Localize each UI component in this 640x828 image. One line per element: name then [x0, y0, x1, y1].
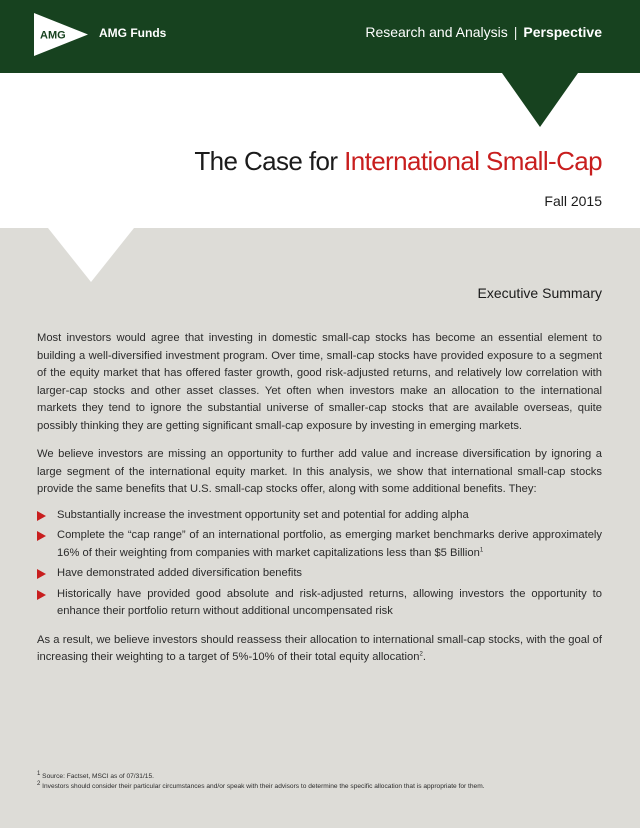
category-label: Perspective: [523, 24, 602, 40]
body-content: [37, 330, 602, 678]
paragraph-3: As a result, we believe investors should reassess their allocation to international small-cap stocks, with the goal of increasing their weighting to a target of 5%-10% of their total equity allocation$^2$.: [37, 633, 602, 663]
footnote-1: $^1$ Source: Factset, MSCI as of 07/31/15.: [37, 770, 154, 780]
list-item: Complete the “cap range” of an international portfolio, as emerging market benchmarks derive approximately 16% of their weighting from companies with market capitalizations less than $5 Billion$^1$: [37, 527, 602, 562]
benefit-list: [37, 507, 602, 621]
page-title: [194, 146, 602, 177]
bullet-arrow-icon: [37, 511, 46, 521]
title-accent: International Small-Cap: [344, 146, 602, 176]
paragraph-1: Most investors would agree that investing in domestic small-cap stocks has become an essential element to building a well-diversified investment program. Over time, small-cap stocks have provided exposure to a segment of the equity market that has offered faster growth, good risk-adjusted returns, and relatively low correlation with larger-cap stocks and other asset classes. Yet often when investors make an allocation to the international markets they tend to ignore the substantial universe of smaller-cap stocks that are available overseas, quite possibly thinking they are getting significant small-cap exposure by investing in emerging markets.: [37, 332, 602, 432]
section-heading: Executive Summary: [477, 285, 602, 301]
footnote-ref: 1: [479, 546, 484, 553]
brand-name: AMG Funds: [99, 26, 167, 40]
bullet-arrow-icon: [37, 569, 46, 579]
separator: |: [513, 24, 518, 40]
list-item: Have demonstrated added diversification benefits: [37, 565, 602, 583]
footnote-2: $^2$ Investors should consider their particular circumstances and/or speak with their advisors to determine the specific allocation that is appropriate for them.: [37, 780, 485, 790]
bullet-arrow-icon: [37, 531, 46, 541]
paragraph-2: We believe investors are missing an opportunity to further add value and increase diversification by ignoring a large segment of the international equity market. In this analysis, we show that international small-cap stocks provide the same benefits that U.S. small-cap stocks offer, along with some additional benefits. They:: [37, 448, 602, 495]
band-notch: [0, 0, 640, 290]
footnotes: [37, 772, 602, 791]
logo-text: AMG: [40, 29, 66, 42]
section-label: Research and Analysis: [365, 24, 508, 40]
footnote-ref: 2: [419, 651, 423, 658]
list-item: Substantially increase the investment opportunity set and potential for adding alpha: [37, 507, 602, 525]
bullet-arrow-icon: [37, 590, 46, 600]
title-prefix: The Case for: [194, 146, 345, 176]
publication-date: Fall 2015: [544, 193, 602, 209]
list-item: Historically have provided good absolute and risk-adjusted returns, allowing investors the opportunity to enhance their portfolio return without additional uncompensated risk: [37, 586, 602, 621]
